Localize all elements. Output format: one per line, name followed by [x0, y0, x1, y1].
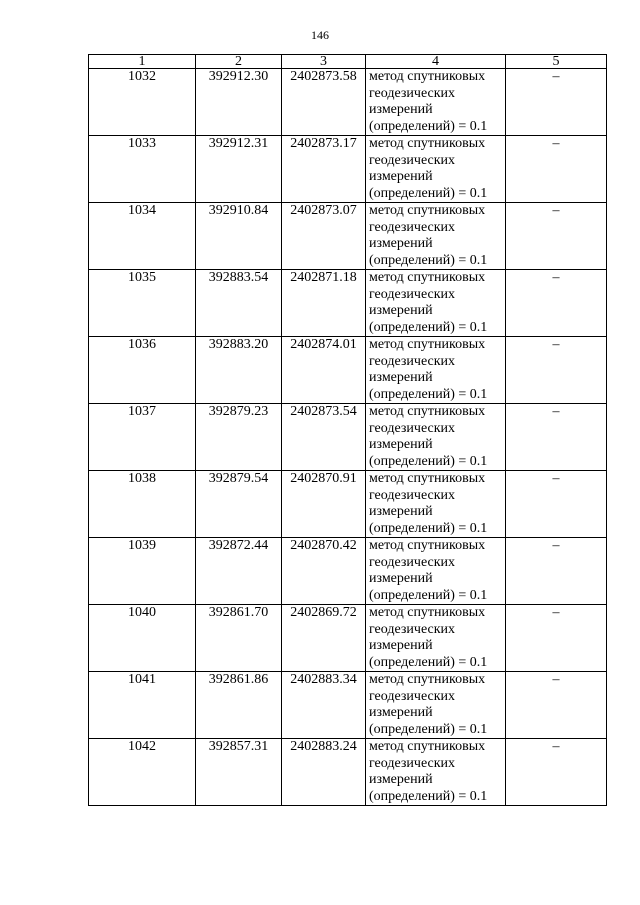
- y-coordinate-cell: 2402870.42: [282, 538, 366, 605]
- table-row: [89, 538, 607, 605]
- y-coordinate-cell: 2402873.54: [282, 404, 366, 471]
- y-coordinate-cell: 2402873.17: [282, 136, 366, 203]
- point-number-cell: 1034: [89, 203, 196, 270]
- point-number-cell: 1040: [89, 605, 196, 672]
- method-text: метод спутниковых геодезических измерений (определений) = 0.1: [369, 136, 488, 201]
- y-coordinate-cell: 2402883.34: [282, 672, 366, 739]
- method-cell: [366, 672, 506, 739]
- method-cell: [366, 270, 506, 337]
- y-coordinate-cell: 2402873.07: [282, 203, 366, 270]
- header-col-2: 2: [196, 55, 282, 69]
- point-number-cell: 1041: [89, 672, 196, 739]
- x-coordinate-cell: 392912.31: [196, 136, 282, 203]
- method-text: метод спутниковых геодезических измерений (определений) = 0.1: [369, 471, 488, 536]
- point-number-cell: 1039: [89, 538, 196, 605]
- note-cell: –: [506, 404, 607, 471]
- table-row: [89, 69, 607, 136]
- point-number-cell: 1042: [89, 739, 196, 806]
- table-row: [89, 270, 607, 337]
- method-cell: [366, 471, 506, 538]
- method-cell: [366, 404, 506, 471]
- note-cell: –: [506, 538, 607, 605]
- y-coordinate-cell: 2402883.24: [282, 739, 366, 806]
- table-row: [89, 471, 607, 538]
- table-header-row: [89, 55, 607, 69]
- method-cell: [366, 337, 506, 404]
- coordinates-table: [88, 54, 607, 806]
- method-cell: [366, 739, 506, 806]
- method-cell: [366, 69, 506, 136]
- x-coordinate-cell: 392872.44: [196, 538, 282, 605]
- note-cell: –: [506, 69, 607, 136]
- note-cell: –: [506, 203, 607, 270]
- x-coordinate-cell: 392879.54: [196, 471, 282, 538]
- y-coordinate-cell: 2402873.58: [282, 69, 366, 136]
- table-row: [89, 672, 607, 739]
- table-row: [89, 605, 607, 672]
- method-text: метод спутниковых геодезических измерений (определений) = 0.1: [369, 337, 488, 402]
- x-coordinate-cell: 392861.70: [196, 605, 282, 672]
- method-cell: [366, 136, 506, 203]
- table-body: [89, 69, 607, 806]
- point-number-cell: 1038: [89, 471, 196, 538]
- header-col-4: 4: [366, 55, 506, 69]
- x-coordinate-cell: 392910.84: [196, 203, 282, 270]
- page-number: 146: [311, 28, 329, 42]
- x-coordinate-cell: 392879.23: [196, 404, 282, 471]
- header-col-5: 5: [506, 55, 607, 69]
- y-coordinate-cell: 2402869.72: [282, 605, 366, 672]
- note-cell: –: [506, 739, 607, 806]
- note-cell: –: [506, 136, 607, 203]
- point-number-cell: 1037: [89, 404, 196, 471]
- table-row: [89, 203, 607, 270]
- table-row: [89, 404, 607, 471]
- x-coordinate-cell: 392857.31: [196, 739, 282, 806]
- note-cell: –: [506, 270, 607, 337]
- point-number-cell: 1033: [89, 136, 196, 203]
- table-row: [89, 136, 607, 203]
- method-cell: [366, 203, 506, 270]
- point-number-cell: 1032: [89, 69, 196, 136]
- table-row: [89, 337, 607, 404]
- note-cell: –: [506, 337, 607, 404]
- note-cell: –: [506, 605, 607, 672]
- method-cell: [366, 538, 506, 605]
- x-coordinate-cell: 392912.30: [196, 69, 282, 136]
- method-text: метод спутниковых геодезических измерений (определений) = 0.1: [369, 672, 488, 737]
- method-text: метод спутниковых геодезических измерений (определений) = 0.1: [369, 69, 488, 134]
- method-text: метод спутниковых геодезических измерений (определений) = 0.1: [369, 203, 488, 268]
- header-col-3: 3: [282, 55, 366, 69]
- note-cell: –: [506, 672, 607, 739]
- y-coordinate-cell: 2402870.91: [282, 471, 366, 538]
- note-cell: –: [506, 471, 607, 538]
- x-coordinate-cell: 392883.54: [196, 270, 282, 337]
- method-cell: [366, 605, 506, 672]
- point-number-cell: 1036: [89, 337, 196, 404]
- method-text: метод спутниковых геодезических измерений (определений) = 0.1: [369, 404, 488, 469]
- y-coordinate-cell: 2402871.18: [282, 270, 366, 337]
- method-text: метод спутниковых геодезических измерений (определений) = 0.1: [369, 739, 488, 804]
- method-text: метод спутниковых геодезических измерений (определений) = 0.1: [369, 538, 488, 603]
- header-col-1: 1: [89, 55, 196, 69]
- y-coordinate-cell: 2402874.01: [282, 337, 366, 404]
- x-coordinate-cell: 392883.20: [196, 337, 282, 404]
- table-row: [89, 739, 607, 806]
- point-number-cell: 1035: [89, 270, 196, 337]
- method-text: метод спутниковых геодезических измерений (определений) = 0.1: [369, 605, 488, 670]
- method-text: метод спутниковых геодезических измерений (определений) = 0.1: [369, 270, 488, 335]
- x-coordinate-cell: 392861.86: [196, 672, 282, 739]
